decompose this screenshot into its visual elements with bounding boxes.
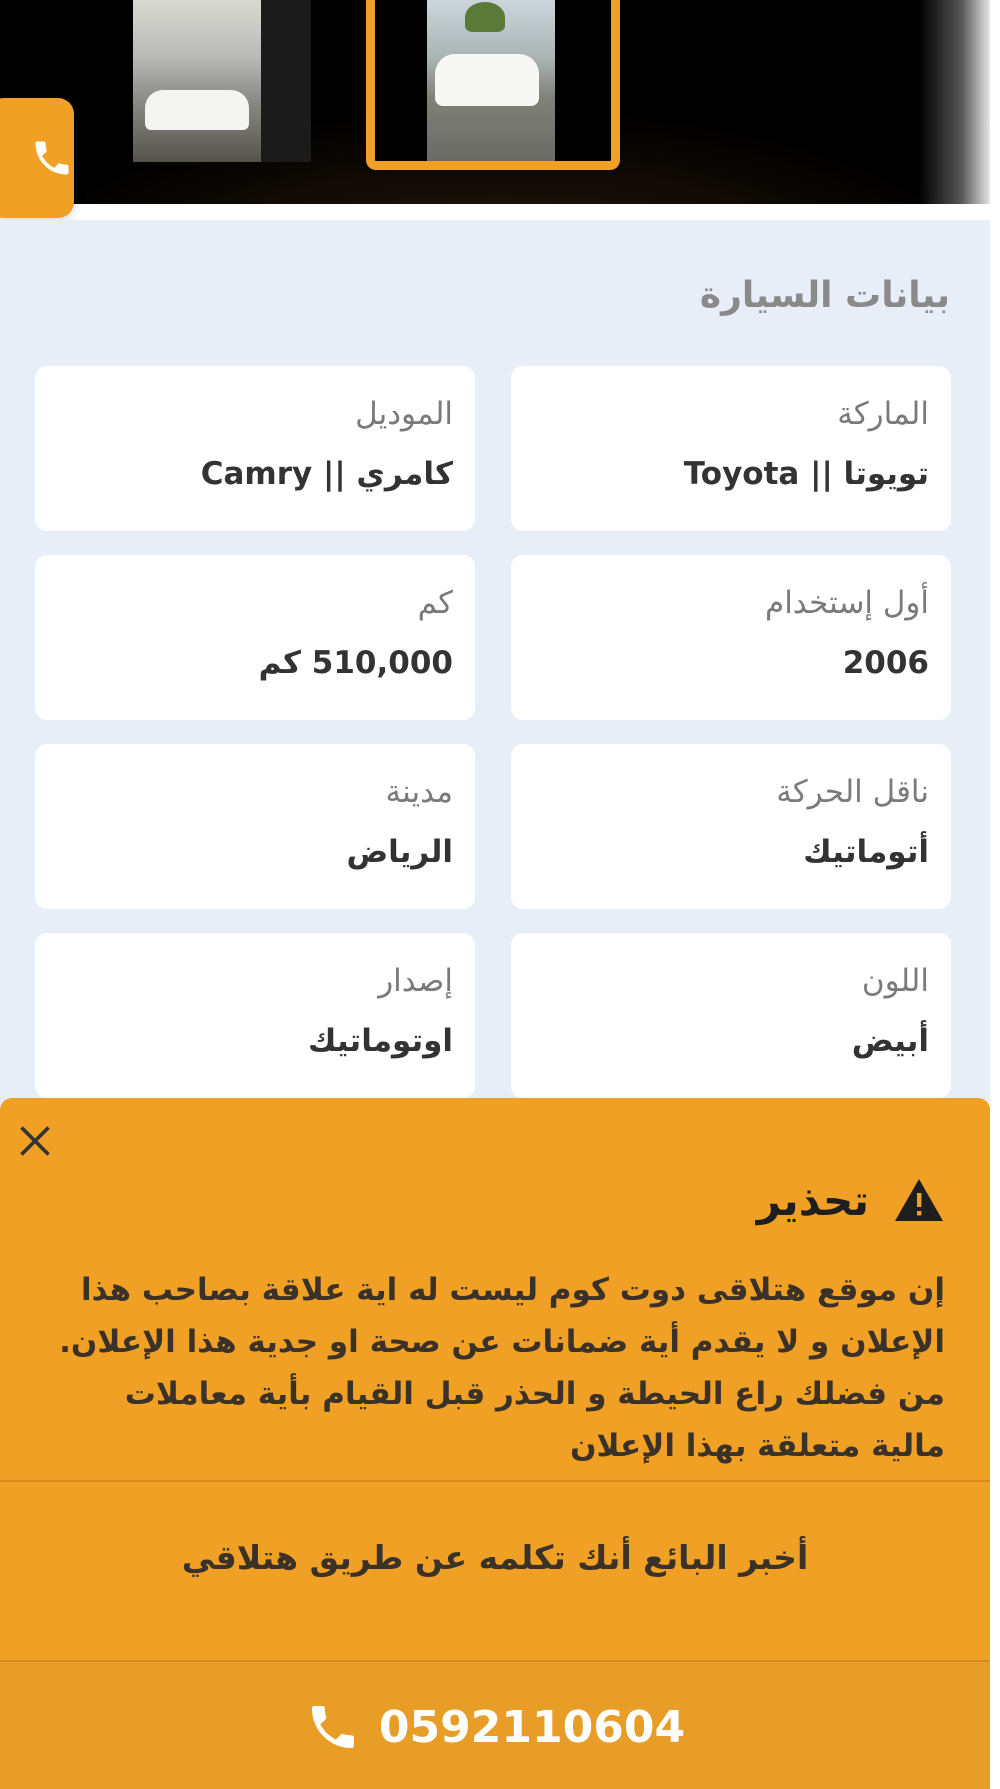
spec-label: مدينة	[385, 774, 453, 810]
spec-card-brand	[511, 366, 951, 531]
tell-seller-note: أخبر البائع أنك تكلمه عن طريق هتلاقي	[181, 1538, 809, 1577]
car-shape	[435, 54, 539, 106]
spec-label: أول إستخدام	[765, 585, 929, 621]
spec-card-mileage	[35, 555, 475, 720]
close-icon	[17, 1123, 53, 1159]
warning-title: تحذير	[756, 1175, 869, 1225]
spec-value: اوتوماتيك	[308, 1023, 453, 1059]
spec-label: ناقل الحركة	[776, 774, 929, 810]
spec-card-trim	[35, 933, 475, 1098]
spec-card-first-use	[511, 555, 951, 720]
warning-text: إن موقع هتلاقى دوت كوم ليست له اية علاقة بصاحب هذا الإعلان و لا يقدم أية ضمانات عن صحة او جدية هذا الإعلان. من فضلك راع الحيطة و الحذر قبل القيام بأية معاملات مالية متعلقة بهذا الإعلان	[59, 1272, 945, 1464]
spec-card-model	[35, 366, 475, 531]
image-gallery	[0, 0, 990, 204]
car-shape	[145, 90, 249, 130]
phone-icon	[30, 136, 74, 180]
divider	[0, 1480, 990, 1482]
palm-tree	[465, 2, 505, 32]
spec-value: 510,000 كم	[258, 645, 453, 681]
spec-value: أتوماتيك	[803, 834, 929, 870]
gallery-edge-fade	[920, 0, 990, 204]
car-photo	[133, 0, 261, 162]
phone-row	[0, 1692, 990, 1762]
warning-header	[757, 1170, 945, 1230]
section-title: بيانات السيارة	[699, 275, 950, 316]
phone-number: 0592110604	[378, 1701, 686, 1753]
spec-card-transmission	[511, 744, 951, 909]
spec-value: أبيض	[851, 1023, 929, 1059]
floating-call-button[interactable]	[0, 98, 74, 218]
spec-value: الرياض	[346, 834, 453, 870]
spec-value: تويوتا || Toyota	[683, 456, 929, 492]
spec-card-color	[511, 933, 951, 1098]
spec-label: اللون	[861, 963, 929, 999]
phone-icon	[305, 1699, 361, 1755]
gallery-thumbnail-selected[interactable]	[366, 0, 620, 170]
car-details-section	[0, 220, 990, 1120]
spec-label: الموديل	[355, 396, 453, 432]
gallery-thumbnail[interactable]	[133, 0, 311, 162]
close-button[interactable]	[12, 1118, 58, 1164]
spec-card-city	[35, 744, 475, 909]
warning-sheet	[0, 1098, 990, 1789]
spec-label: الماركة	[837, 396, 929, 432]
spec-value: كامري || Camry	[200, 456, 453, 492]
spec-label: كم	[417, 585, 453, 621]
spec-value: 2006	[842, 645, 929, 681]
warning-triangle-icon	[893, 1177, 945, 1223]
call-seller-button[interactable]	[0, 1662, 990, 1789]
spec-label: إصدار	[378, 963, 453, 999]
